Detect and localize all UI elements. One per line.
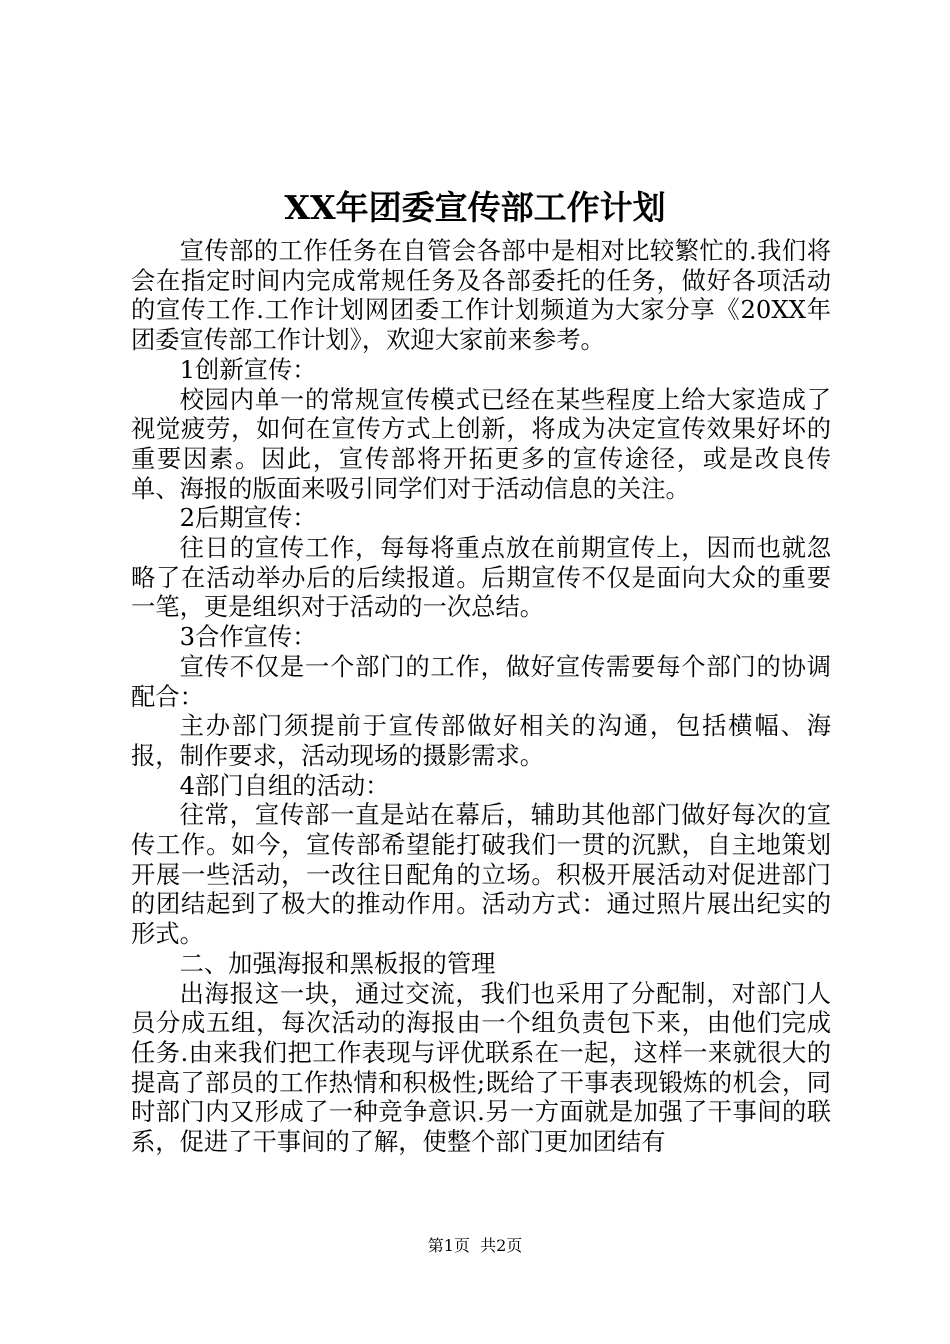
paragraph-own-activities: 往常，宣传部一直是站在幕后，辅助其他部门做好每次的宣传工作。如今，宣传部希望能打破我们一贯的沉默，自主地策划开展一些活动，一改往日配角的立场。积极开展活动对促进部门的团结起到了极大的推动作用。活动方式：通过照片展出纪实的形式。 xyxy=(131,800,831,949)
intro-paragraph: 宣传部的工作任务在自管会各部中是相对比较繁忙的.我们将会在指定时间内完成常规任务及各部委托的任务，做好各项活动的宣传工作.工作计划网团委工作计划频道为大家分享《20XX年团委宣传部工作计划》，欢迎大家前来参考。 xyxy=(131,236,831,355)
document-body xyxy=(131,236,831,1157)
paragraph-cooperation: 宣传不仅是一个部门的工作，做好宣传需要每个部门的协调配合： xyxy=(131,651,831,711)
section-heading-own-activities: 4部门自组的活动： xyxy=(179,770,390,800)
section-heading-followup: 2后期宣传： xyxy=(179,503,317,533)
page-footer xyxy=(0,1234,950,1258)
page-total-label: 共2页 xyxy=(480,1236,523,1255)
page-number-label: 第1页 xyxy=(427,1236,470,1255)
paragraph-posters: 出海报这一块，通过交流，我们也采用了分配制，对部门人员分成五组，每次活动的海报由一个组负责包下来，由他们完成任务.由来我们把工作表现与评优联系在一起，这样一来就很大的提高了部员的工作热情和积极性;既给了干事表现锻炼的机会，同时部门内又形成了一种竞争意识.另一方面就是加强了干事间的联系，促进了干事间的了解，使整个部门更加团结有 xyxy=(131,978,831,1157)
document-title: XX年团委宣传部工作计划 xyxy=(284,188,666,227)
section-heading-cooperation: 3合作宣传： xyxy=(179,622,317,652)
paragraph-followup: 往日的宣传工作，每每将重点放在前期宣传上，因而也就忽略了在活动举办后的后续报道。后期宣传不仅是面向大众的重要一笔，更是组织对于活动的一次总结。 xyxy=(131,533,831,622)
paragraph-innovation: 校园内单一的常规宣传模式已经在某些程度上给大家造成了视觉疲劳，如何在宣传方式上创新，将成为决定宣传效果好坏的重要因素。因此，宣传部将开拓更多的宣传途径，或是改良传单、海报的版面来吸引同学们对于活动信息的关注。 xyxy=(131,384,831,503)
section-heading-innovation: 1创新宣传： xyxy=(179,354,317,384)
paragraph-host-department: 主办部门须提前于宣传部做好相关的沟通，包括横幅、海报，制作要求，活动现场的摄影需求。 xyxy=(131,711,831,770)
section-heading-posters: 二、加强海报和黑板报的管理 xyxy=(179,948,496,978)
